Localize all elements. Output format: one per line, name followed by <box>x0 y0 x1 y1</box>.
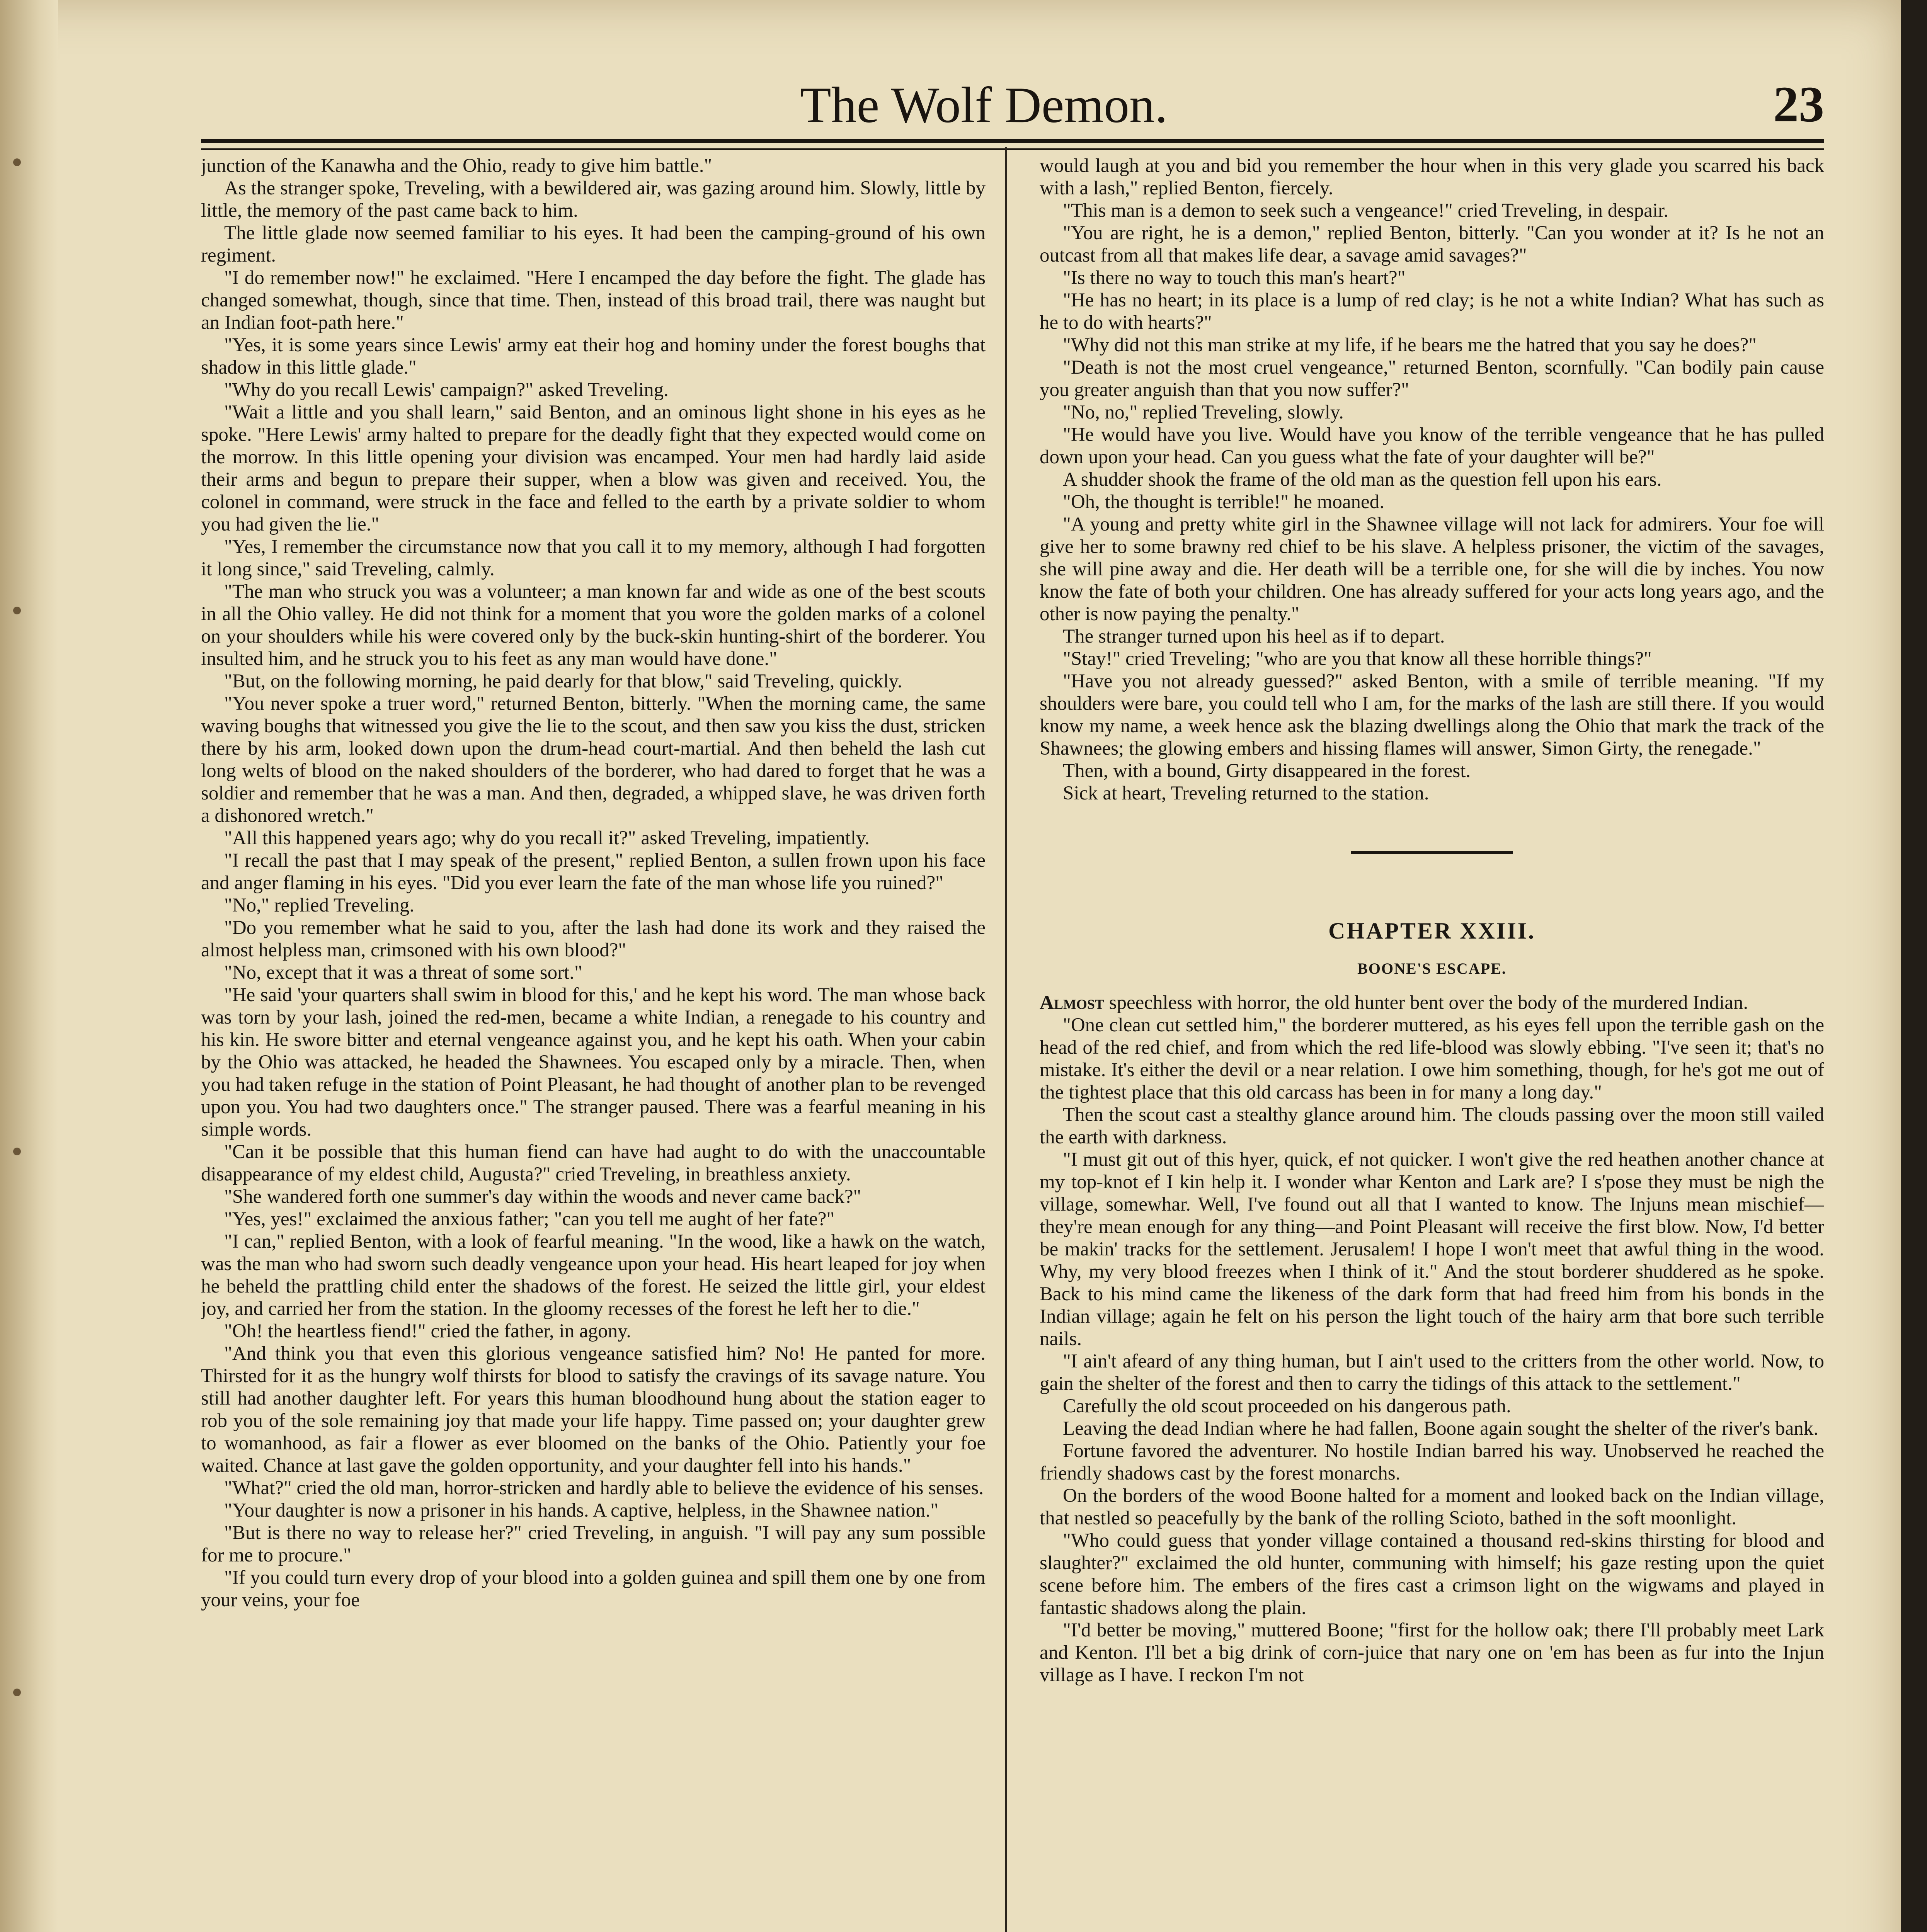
paragraph: "Oh, the thought is terrible!" he moaned. <box>1063 491 1384 513</box>
paragraph: "This man is a demon to seek such a vengeance!" cried Treveling, in despair. <box>1063 200 1668 221</box>
paragraph: "Have you not already guessed?" asked Benton, with a smile of terrible meaning. "If my shoulders were bare, you could tell who I am, for the marks of the lash are still there. If you would know my name, a week hence ask the blazing dwellings along the Ohio that mark the track of the Shawnees; the glowing embers and hissing flames will answer, Simon Girty, the renegade." <box>1040 670 1824 759</box>
paragraph: "Yes, I remember the circumstance now that you call it to my memory, although I had forgotten it long since," said Treveling, calmly. <box>201 536 986 580</box>
paragraph: "One clean cut settled him," the borderer muttered, as his eyes fell upon the terrible gash on the head of the red chief, and from which the red life-blood was slowly ebbing. "I've seen it; that's no mistake. It's either the devil or a near relation. I owe him something, though, for he's got me out of the tightest place that this old carcass has been in for many a long day." <box>1040 1014 1824 1103</box>
chapter-lead-word: Almost <box>1040 992 1104 1014</box>
paragraph: "I do remember now!" he exclaimed. "Here I encamped the day before the fight. The glade has changed somewhat, though, since that time. Then, instead of this broad trail, there was naught but an Indian foot-path here." <box>201 267 986 333</box>
paragraph: "The man who struck you was a volunteer; a man known far and wide as one of the best scouts in all the Ohio valley. He did not think for a moment that you wore the golden marks of a colonel on your shoulders while his were covered only by the buck-skin hunting-shirt of the borderer. You insulted him, and he struck you to his feet as any man would have done." <box>201 581 986 670</box>
paragraph: "Can it be possible that this human fiend can have had aught to do with the unaccountable disappearance of my eldest child, Augusta?" cried Treveling, in breathless anxiety. <box>201 1141 986 1185</box>
binding-holes <box>9 147 25 1932</box>
right-column-text-after-chapter <box>1040 1014 1824 1686</box>
paragraph: Carefully the old scout proceeded on his dangerous path. <box>1063 1395 1511 1417</box>
paragraph: "He would have you live. Would have you know of the terrible vengeance that he has pulled down upon your head. Can you guess what the fate of your daughter will be?" <box>1040 424 1824 468</box>
paragraph: "Oh! the heartless fiend!" cried the father, in agony. <box>224 1320 632 1342</box>
paragraph: junction of the Kanawha and the Ohio, ready to give him battle." <box>201 155 712 177</box>
paragraph: "But, on the following morning, he paid dearly for that blow," said Treveling, quickly. <box>224 670 902 692</box>
paragraph: "Wait a little and you shall learn," said Benton, and an ominous light shone in his eyes as he spoke. "Here Lewis' army halted to prepare for the deadly fight that they expected would come on the morrow. In this little opening your division was encamped. Your men had hardly laid aside their arms and begun to prepare their supper, when a blow was given and received. You, the colonel in command, were struck in the face and felled to the earth by a private soldier to whom you had given the lie." <box>201 401 986 535</box>
paragraph: "Yes, it is some years since Lewis' army eat their hog and hominy under the forest boughs that shadow in this little glade." <box>201 334 986 378</box>
paragraph: "Stay!" cried Treveling; "who are you that know all these horrible things?" <box>1063 648 1652 670</box>
chapter-subheading: BOONE'S ESCAPE. <box>1357 960 1507 977</box>
paragraph: "Why did not this man strike at my life, if he bears me the hatred that you say he does?" <box>1063 334 1757 356</box>
paragraph: "But is there no way to release her?" cried Treveling, in anguish. "I will pay any sum possible for me to procure." <box>201 1522 986 1566</box>
paragraph: As the stranger spoke, Treveling, with a bewildered air, was gazing around him. Slowly, little by little, the memory of the past came back to him. <box>201 177 986 221</box>
paragraph: "No," replied Treveling. <box>224 895 415 916</box>
column-divider <box>1005 147 1007 1932</box>
paragraph: "No, no," replied Treveling, slowly. <box>1063 401 1344 423</box>
running-header <box>201 71 1824 137</box>
paragraph: "If you could turn every drop of your blood into a golden guinea and spill them one by one from your veins, your foe <box>201 1567 986 1611</box>
paragraph: "A young and pretty white girl in the Shawnee village will not lack for admirers. Your foe will give her to some brawny red chief to be his slave. A helpless prisoner, the victim of the savages, she will pine away and die. Her death will be a terrible one, for she will die by inches. You now know the fate of both your children. One has already suffered for your acts long years ago, and the other is now paying the penalty." <box>1040 514 1824 625</box>
paragraph: "All this happened years ago; why do you recall it?" asked Treveling, impatiently. <box>224 827 870 849</box>
paragraph: "And think you that even this glorious vengeance satisfied him? No! He panted for more. Thirsted for it as the hungry wolf thirsts for blood to satisfy the cravings of its savage nature. You still had another daughter left. For years this human bloodhound hung about the station eager to rob you of the sole remaining joy that made your life happy. Time passed on; your daughter grew to womanhood, as fair a flower as ever bloomed on the banks of the Ohio. Patiently your foe waited. Chance at last gave the golden opportunity, and your daughter fell into his hands." <box>201 1343 986 1476</box>
paragraph: "Why do you recall Lewis' campaign?" asked Treveling. <box>224 379 669 401</box>
paragraph: The little glade now seemed familiar to his eyes. It had been the camping-ground of his own regiment. <box>201 222 986 266</box>
paragraph: "I'd better be moving," muttered Boone; "first for the hollow oak; there I'll probably meet Lark and Kenton. I'll bet a big drink of corn-juice that nary one on 'em has been as fur into the Injun village as I have. I reckon I'm not <box>1040 1619 1824 1686</box>
paragraph: "Is there no way to touch this man's heart?" <box>1063 267 1406 289</box>
chapter-first-paragraph-text: speechless with horror, the old hunter bent over the body of the murdered Indian. <box>1104 992 1748 1014</box>
paragraph: "What?" cried the old man, horror-stricken and hardly able to believe the evidence of his senses. <box>224 1477 984 1499</box>
paragraph: "Yes, yes!" exclaimed the anxious father; "can you tell me aught of her fate?" <box>224 1208 835 1230</box>
paragraph: "You never spoke a truer word," returned Benton, bitterly. "When the morning came, the same waving boughs that witnessed you give the lie to the scout, and then saw you kiss the dust, stricken there by his arm, looked down upon the drum-head court-martial. And then beheld the lash cut long welts of blood on the naked shoulders of the borderer, who had dared to forget that he was a soldier and remember that he was a man. And then, degraded, a whipped slave, he was driven forth a dishonored wretch." <box>201 693 986 827</box>
paragraph: On the borders of the wood Boone halted for a moment and looked back on the Indian village, that nestled so peacefully by the bank of the rolling Scioto, bathed in the soft moonlight. <box>1040 1485 1824 1529</box>
paragraph: "Who could guess that yonder village contained a thousand red-skins thirsting for blood and slaughter?" exclaimed the old hunter, communing with himself; his gaze resting upon the quiet scene before him. The embers of the fires cast a crimson light on the wigwams and played in fantastic shadows along the plain. <box>1040 1530 1824 1619</box>
paragraph: "You are right, he is a demon," replied Benton, bitterly. "Can you wonder at it? Is he not an outcast from all that makes life dear, a savage amid savages?" <box>1040 222 1824 266</box>
paragraph: "He said 'your quarters shall swim in blood for this,' and he kept his word. The man whose back was torn by your lash, joined the red-men, became a white Indian, a renegade to his country and his kin. He swore bitter and eternal vengeance against you, and he kept his oath. When your cabin by the Ohio was attacked, he headed the Shawnees. You escaped only by a miracle. Then, when you had taken refuge in the station of Point Pleasant, he had thought of another plan to be revenged upon you. You had two daughters once." The stranger paused. There was a fearful meaning in his simple words. <box>201 984 986 1140</box>
paragraph: "No, except that it was a threat of some sort." <box>224 962 582 983</box>
chapter-heading: CHAPTER XXIII. <box>1328 918 1536 944</box>
paragraph: Fortune favored the adventurer. No hostile Indian barred his way. Unobserved he reached the friendly shadows cast by the forest monarchs. <box>1040 1440 1824 1484</box>
paragraph: "I can," replied Benton, with a look of fearful meaning. "In the wood, like a hawk on the watch, was the man who had sworn such deadly vengeance upon your head. His heart leaped for joy when he beheld the prattling child enter the shadows of the forest. He seized the little girl, your eldest joy, and carried her from the station. In the gloomy recesses of the forest he left her to die." <box>201 1231 986 1320</box>
right-column-text-before-chapter <box>1040 155 1824 804</box>
paragraph: A shudder shook the frame of the old man as the question fell upon his ears. <box>1063 469 1662 490</box>
chapter-first-paragraph <box>1040 992 1824 1014</box>
page-number: 23 <box>1773 76 1824 133</box>
header-rule <box>201 139 1824 150</box>
paragraph: Sick at heart, Treveling returned to the station. <box>1063 782 1429 804</box>
paragraph: "Your daughter is now a prisoner in his hands. A captive, helpless, in the Shawnee nation." <box>224 1500 939 1521</box>
paragraph: "She wandered forth one summer's day within the woods and never came back?" <box>224 1186 861 1208</box>
paragraph: "Death is not the most cruel vengeance," returned Benton, scornfully. "Can bodily pain cause you greater anguish than that you now suffer?" <box>1040 357 1824 401</box>
paragraph: Then, with a bound, Girty disappeared in the forest. <box>1063 760 1471 782</box>
paragraph: would laugh at you and bid you remember the hour when in this very glade you scarred his back with a lash," replied Benton, fiercely. <box>1040 155 1824 199</box>
paragraph: The stranger turned upon his heel as if to depart. <box>1063 626 1445 647</box>
paragraph: "I ain't afeard of any thing human, but I ain't used to the critters from the other world. Now, to gain the shelter of the forest and then to carry the tidings of this attack to the settlement." <box>1040 1350 1824 1395</box>
paragraph: Leaving the dead Indian where he had fallen, Boone again sought the shelter of the river's bank. <box>1063 1418 1819 1439</box>
paragraph: "I must git out of this hyer, quick, ef not quicker. I won't give the red heathen another chance at my top-knot ef I kin help it. I wonder whar Kenton and Lark are? I s'pose they must be nigh the village, somewhar. Well, I've found out all that I wanted to know. The Injuns mean mischief—they're mean enough for any thing—and Point Pleasant will receive the first blow. Now, I'd better be makin' tracks for the settlement. Jerusalem! I hope I won't meet that awful thing in the wood. Why, my very blood freezes when I think of it." And the stout borderer shuddered as he spoke. Back to his mind came the likeness of the dark form that had freed him from his bonds in the Indian village; again he felt on his person the light touch of the hairy arm that bore such terrible nails. <box>1040 1149 1824 1350</box>
paragraph: "He has no heart; in its place is a lump of red clay; is he not a white Indian? What has such as he to do with hearts?" <box>1040 289 1824 333</box>
right-column <box>1040 155 1824 1932</box>
left-column <box>201 155 986 1932</box>
binding-margin <box>0 0 58 1932</box>
paragraph: Then the scout cast a stealthy glance around him. The clouds passing over the moon still vailed the earth with darkness. <box>1040 1104 1824 1148</box>
section-divider-rule <box>1351 851 1513 854</box>
paragraph: "I recall the past that I may speak of the present," replied Benton, a sullen frown upon his face and anger flaming in his eyes. "Did you ever learn the fate of the man whose life you ruined?" <box>201 850 986 894</box>
page-title: The Wolf Demon. <box>800 77 1168 133</box>
paragraph: "Do you remember what he said to you, after the lash had done its work and they raised the almost helpless man, crimsoned with his own blood?" <box>201 917 986 961</box>
